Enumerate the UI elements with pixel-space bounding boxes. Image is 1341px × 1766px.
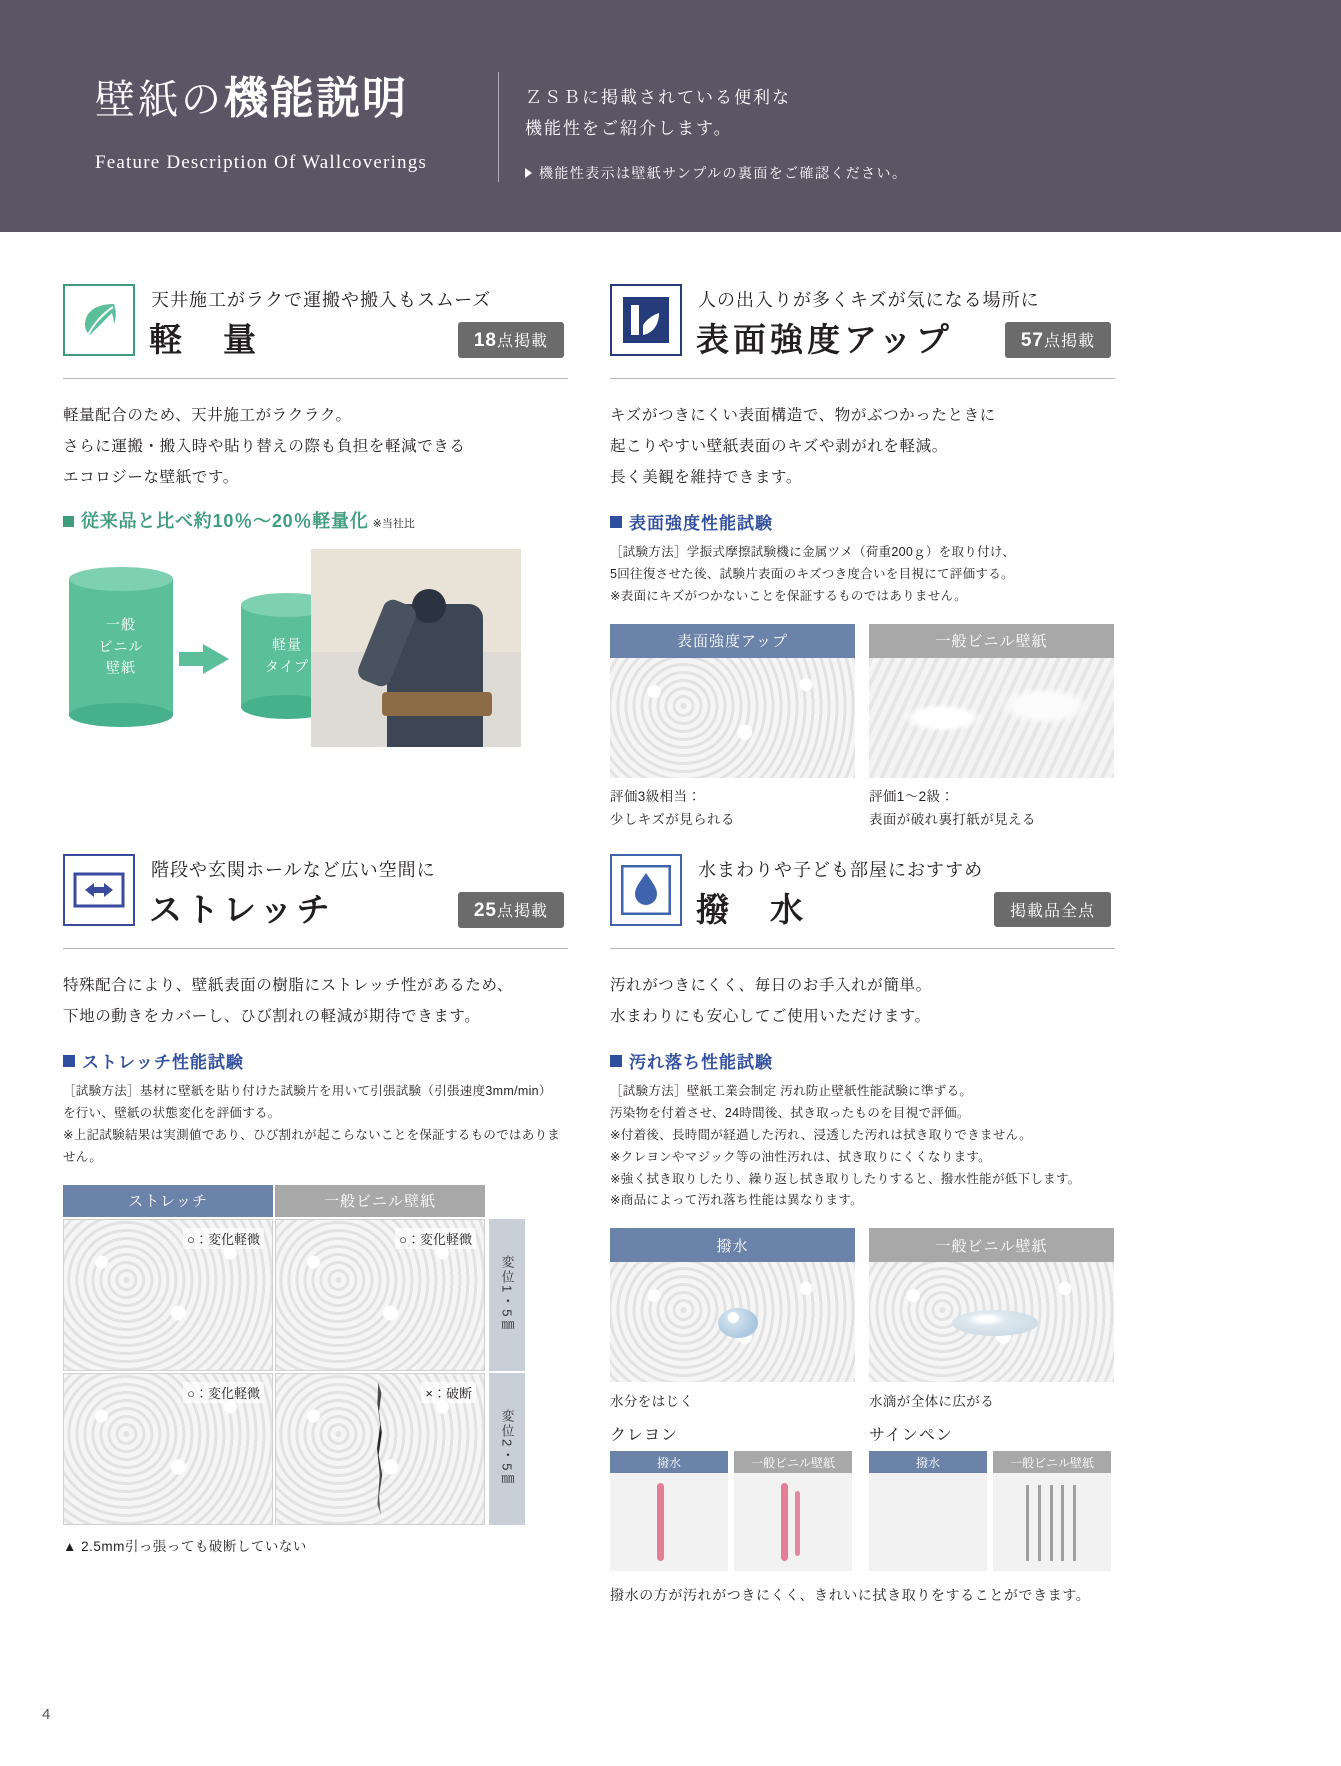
- stretch-row-2-side-label: 変位2・5㎜: [489, 1373, 525, 1525]
- section-strength-test-title: [610, 509, 1115, 534]
- marker-mark-2: [1038, 1485, 1041, 1561]
- test-line-2: 5回往復させた後、試験片表面のキズつき度合いを目視にて評価する。: [610, 566, 1014, 581]
- section-repellent-rule: [610, 948, 1115, 949]
- crack-graphic: [376, 1383, 384, 1515]
- square-bullet-icon: [63, 516, 74, 527]
- page-number: 4: [42, 1706, 51, 1723]
- section-repellent-samples: [610, 1228, 1115, 1410]
- section-repellent-header: [610, 844, 1115, 952]
- sample-general-vinyl-image: [869, 658, 1114, 778]
- photo-tool-belt: [382, 692, 491, 716]
- section-light-highlight: [63, 507, 568, 533]
- marker-general-sample: [993, 1451, 1111, 1571]
- section-repellent-badge: 掲載品全点: [994, 892, 1111, 927]
- sample-repellent: [610, 1228, 855, 1410]
- section-repellent-body: [610, 970, 1115, 1032]
- section-repellent-final-note: 撥水の方が汚れがつきにくく、きれいに拭き取りをすることができます。: [610, 1587, 1091, 1604]
- stretch-cell-r1c2: [275, 1219, 485, 1371]
- test-line-1: ［試験方法］学振式摩擦試験機に金属ツメ（荷重200ｇ）を取り付け、: [610, 545, 1016, 559]
- section-strength-samples: [610, 624, 1115, 832]
- section-strength-body-line-3: 長く美観を維持できます。: [610, 469, 802, 486]
- section-stretch-body-line-1: 特殊配合により、壁紙表面の樹脂にストレッチ性があるため、: [63, 977, 514, 994]
- marker-mark-5: [1073, 1485, 1076, 1561]
- section-repellent-lead: 水まわりや子ども部屋におすすめ: [698, 860, 984, 880]
- stretch-cell-r1c2-label: ○：変化軽微: [395, 1228, 476, 1249]
- section-light-rule: [63, 378, 568, 379]
- test-line-3: ※上記試験結果は実測値であり、ひび割れが起こらないことを保証するものではありません。: [63, 1127, 561, 1164]
- sample-general-vinyl-water: [869, 1228, 1114, 1410]
- crayon-mark: [657, 1483, 664, 1561]
- marker-repellent-caption: 撥水: [869, 1451, 987, 1473]
- crayon-mark: [781, 1483, 788, 1561]
- arrow-right-icon: [203, 644, 229, 674]
- sample-general-vinyl: [869, 624, 1114, 832]
- crayon-general-sample: [734, 1451, 852, 1571]
- water-spread-graphic: [952, 1310, 1038, 1336]
- stretch-cell-r2c2: [275, 1373, 485, 1525]
- stain-group-marker: [869, 1422, 1114, 1571]
- header-desc-line-1: ＺＳＢに掲載されている便利な: [525, 88, 791, 107]
- section-light-badge-number: 18: [473, 330, 497, 351]
- section-light-body: [63, 400, 568, 493]
- stretch-cell-r1c1-label: ○：変化軽微: [183, 1228, 264, 1249]
- stretch-cell-r2c2-label: ×：破断: [421, 1382, 476, 1403]
- stretch-col-2-caption: 一般ビニル壁紙: [275, 1185, 485, 1217]
- cylinder-light-type-label: [241, 634, 333, 677]
- triangle-bullet-icon: [525, 168, 532, 178]
- crayon-repellent-caption: 撥水: [610, 1451, 728, 1473]
- note-line-1: 評価3級相当：: [610, 788, 702, 804]
- test-line-3: ※表面にキズがつかないことを保証するものではありません。: [610, 588, 967, 603]
- test-line-4: ※クレヨンやマジック等の油性汚れは、拭き取りにくくなります。: [610, 1149, 991, 1164]
- crayon-repellent-sample: [610, 1451, 728, 1571]
- cyl2-line2: タイプ: [264, 658, 310, 674]
- photo-ceiling-installation: [311, 549, 521, 747]
- stretch-comparison-grid: [63, 1185, 568, 1555]
- cylinder-bottom: [69, 703, 173, 727]
- page-subtitle: Feature Description Of Wallcoverings: [95, 152, 428, 173]
- section-light-highlight-text: 従来品と比べ約10％～20％軽量化: [81, 511, 369, 531]
- section-repellent-name: 撥 水: [696, 891, 807, 928]
- section-strength-badge-suffix: 点掲載: [1043, 333, 1095, 350]
- page-title-strong: 機能説明: [224, 74, 408, 123]
- square-bullet-icon: [63, 1055, 75, 1067]
- sample-general-vinyl-note: [869, 786, 1114, 832]
- section-repellent-body-line-2: 水まわりにも安心してご使用いただけます。: [610, 1008, 931, 1025]
- section-repellent: [610, 844, 1115, 1605]
- section-strength-lead: 人の出入りが多くキズが気になる場所に: [698, 290, 1040, 310]
- section-light: [63, 274, 568, 759]
- crayon-repellent-image: [610, 1473, 728, 1571]
- square-bullet-icon: [610, 1055, 622, 1067]
- section-stretch-test-title: [63, 1048, 568, 1073]
- section-strength-badge: [1005, 322, 1111, 358]
- section-strength-header: [610, 274, 1115, 382]
- marker-mark-3: [1050, 1485, 1053, 1561]
- section-strength-test-method: [610, 542, 1115, 608]
- stain-comparison-groups: [610, 1422, 1115, 1571]
- header-desc-line-2: 機能性をご紹介します。: [525, 119, 733, 139]
- section-repellent-body-line-1: 汚れがつきにくく、毎日のお手入れが簡単。: [610, 977, 932, 994]
- section-stretch-badge-number: 25: [473, 900, 497, 921]
- marker-general-image: [993, 1473, 1111, 1571]
- sample-strength-up-caption: 表面強度アップ: [610, 624, 855, 658]
- section-stretch: [63, 844, 568, 1555]
- section-stretch-header: [63, 844, 568, 952]
- section-stretch-badge: [458, 892, 564, 928]
- stain-group-marker-pair: [869, 1451, 1114, 1571]
- sample-general-vinyl-water-caption: 一般ビニル壁紙: [869, 1228, 1114, 1262]
- section-strength: [610, 274, 1115, 832]
- crayon-general-caption: 一般ビニル壁紙: [734, 1451, 852, 1473]
- sample-strength-up-note: [610, 786, 855, 832]
- test-line-1: ［試験方法］壁紙工業会制定 汚れ防止壁紙性能試験に準ずる。: [610, 1084, 973, 1098]
- square-bullet-icon: [610, 516, 622, 528]
- photo-person-head: [412, 589, 446, 623]
- header-divider: [498, 72, 499, 182]
- crayon-general-image: [734, 1473, 852, 1571]
- section-light-name: 軽 量: [149, 321, 260, 358]
- section-light-lead: 天井施工がラクで運搬や搬入もスムーズ: [151, 290, 492, 310]
- header-note-text: 機能性表示は壁紙サンプルの裏面をご確認ください。: [539, 164, 908, 181]
- section-light-badge-suffix: 点掲載: [496, 333, 548, 350]
- section-strength-body-line-1: キズがつきにくい表面構造で、物がぶつかったときに: [610, 407, 996, 424]
- page-title-plain: 壁紙の: [95, 78, 224, 122]
- stain-group-marker-title: サインペン: [869, 1427, 953, 1445]
- page-header: [0, 0, 1341, 232]
- note-line-2: 少しキズが見られる: [610, 811, 735, 827]
- header-description: [525, 82, 907, 183]
- section-stretch-lead: 階段や玄関ホールなど広い空間に: [151, 860, 436, 880]
- marker-general-caption: 一般ビニル壁紙: [993, 1451, 1111, 1473]
- section-stretch-rule: [63, 948, 568, 949]
- section-stretch-badge-suffix: 点掲載: [496, 903, 548, 920]
- stain-group-crayon-pair: [610, 1451, 855, 1571]
- cyl2-line1: 軽量: [272, 636, 302, 653]
- section-light-header: [63, 274, 568, 382]
- section-light-diagram: [63, 549, 568, 759]
- sample-repellent-caption: 撥水: [610, 1228, 855, 1262]
- crayon-mark-secondary: [795, 1491, 800, 1556]
- section-stretch-name: ストレッチ: [149, 891, 334, 928]
- section-repellent-test-method: [610, 1081, 1115, 1212]
- test-line-5: ※強く拭き取りしたり、繰り返し拭き取りしたりすると、撥水性能が低下します。: [610, 1171, 1081, 1186]
- section-strength-body: [610, 400, 1115, 493]
- stretch-grid-row-2: [63, 1373, 568, 1525]
- stretch-cell-r2c1: [63, 1373, 273, 1525]
- marker-repellent-image: [869, 1473, 987, 1571]
- test-line-3: ※付着後、長時間が経過した汚れ、浸透した汚れは拭き取りできません。: [610, 1127, 1032, 1142]
- sample-strength-up-image: [610, 658, 855, 778]
- section-stretch-test-title-text: ストレッチ性能試験: [82, 1053, 244, 1072]
- stretch-row-1-side-label: 変位1・5㎜: [489, 1219, 525, 1371]
- cylinder-general-vinyl-label: [69, 614, 173, 679]
- section-repellent-test-title-text: 汚れ落ち性能試験: [629, 1053, 773, 1072]
- cylinder-top: [69, 567, 173, 591]
- page-title: [95, 62, 427, 126]
- sample-general-vinyl-water-note: 水滴が全体に広がる: [869, 1394, 995, 1410]
- section-stretch-test-method: [63, 1081, 568, 1169]
- sample-general-vinyl-water-image: [869, 1262, 1114, 1382]
- test-line-1: ［試験方法］基材に壁紙を貼り付けた試験片を用いて引張試験（引張速度3mm/min）: [63, 1084, 552, 1098]
- stretch-grid-row-1: [63, 1219, 568, 1371]
- section-light-body-line-1: 軽量配合のため、天井施工がラクラク。: [63, 407, 352, 424]
- stretch-footnote: ▲ 2.5mm引っ張っても破断していない: [63, 1538, 307, 1554]
- stretch-grid-header: [63, 1185, 568, 1217]
- section-strength-rule: [610, 378, 1115, 379]
- water-drop-icon: [610, 854, 682, 926]
- sample-general-vinyl-caption: 一般ビニル壁紙: [869, 624, 1114, 658]
- marker-mark-1: [1026, 1485, 1029, 1561]
- section-light-body-line-2: さらに運搬・搬入時や貼り替えの際も負担を軽減できる: [63, 438, 466, 455]
- test-line-6: ※商品によって汚れ落ち性能は異なります。: [610, 1193, 863, 1208]
- note-line-2: 表面が破れ裏打紙が見える: [869, 811, 1036, 827]
- section-strength-body-line-2: 起こりやすい壁紙表面のキズや剥がれを軽減。: [610, 438, 948, 455]
- stretch-cell-r2c1-label: ○：変化軽微: [183, 1382, 264, 1403]
- note-line-1: 評価1～2級：: [869, 788, 955, 804]
- section-stretch-body: [63, 970, 568, 1032]
- cyl1-line1: 一般: [106, 616, 136, 633]
- marker-mark-4: [1061, 1485, 1064, 1561]
- section-stretch-body-line-2: 下地の動きをカバーし、ひび割れの軽減が期待できます。: [63, 1008, 481, 1025]
- sample-repellent-image: [610, 1262, 855, 1382]
- header-note: [525, 163, 907, 183]
- section-strength-name: 表面強度アップ: [696, 321, 953, 358]
- surface-strength-icon: [610, 284, 682, 356]
- header-title-block: [95, 62, 427, 174]
- section-strength-test-title-text: 表面強度性能試験: [629, 514, 773, 533]
- section-light-body-line-3: エコロジーな壁紙です。: [63, 469, 239, 486]
- section-strength-badge-number: 57: [1020, 330, 1044, 351]
- sample-repellent-note: 水分をはじく: [610, 1394, 694, 1410]
- water-bead-graphic: [718, 1308, 758, 1338]
- leaf-icon: [63, 284, 135, 356]
- sample-strength-up: [610, 624, 855, 832]
- stretch-col-1-caption: ストレッチ: [63, 1185, 273, 1217]
- test-line-2: 汚染物を付着させ、24時間後、拭き取ったものを目視で評価。: [610, 1105, 970, 1120]
- cyl1-line2: ビニル: [98, 638, 144, 655]
- stain-group-crayon-title: クレヨン: [610, 1427, 679, 1445]
- cyl1-line3: 壁紙: [106, 659, 136, 676]
- stain-group-crayon: [610, 1422, 855, 1571]
- section-light-highlight-note: ※当社比: [372, 518, 415, 530]
- test-line-2: を行い、壁紙の状態変化を評価する。: [63, 1105, 281, 1120]
- stretch-cell-r1c1: [63, 1219, 273, 1371]
- section-repellent-test-title: [610, 1048, 1115, 1073]
- marker-repellent-sample: [869, 1451, 987, 1571]
- stretch-arrow-icon: [63, 854, 135, 926]
- cylinder-general-vinyl: [69, 567, 173, 727]
- section-light-badge: [458, 322, 564, 358]
